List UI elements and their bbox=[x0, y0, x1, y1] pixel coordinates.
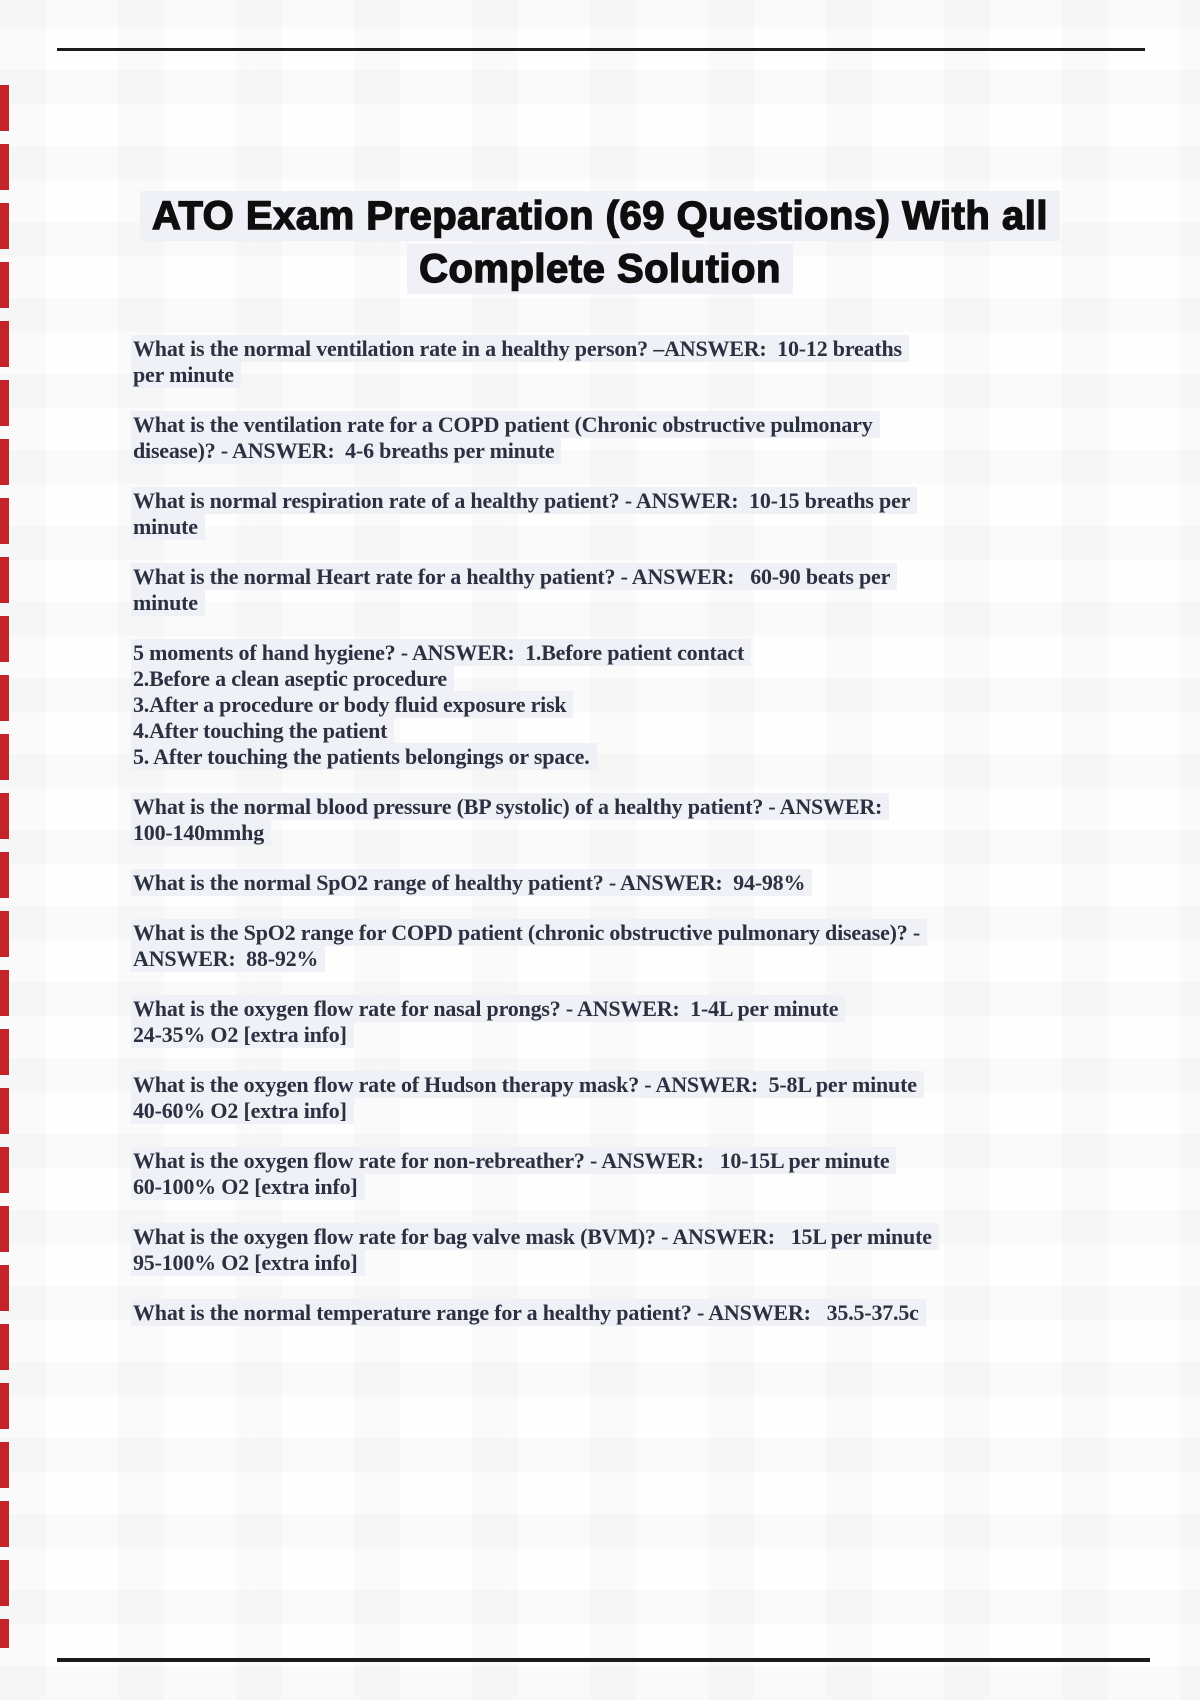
text-line-highlight: disease)? - ANSWER: 4-6 breaths per minute bbox=[131, 437, 561, 464]
qa-paragraph bbox=[133, 794, 1080, 846]
qa-paragraph bbox=[133, 920, 1080, 972]
text-line bbox=[133, 870, 1080, 896]
text-line bbox=[133, 1148, 1080, 1174]
page-title bbox=[100, 190, 1100, 296]
page-title-text: ATO Exam Preparation (69 Questions) With all Complete Solution bbox=[140, 191, 1060, 294]
text-line-highlight: What is the SpO2 range for COPD patient (chronic obstructive pulmonary disease)? - bbox=[131, 919, 927, 946]
text-line bbox=[133, 362, 1080, 388]
left-edge-red-marker bbox=[0, 85, 9, 1648]
text-line-highlight: What is the normal temperature range for a healthy patient? - ANSWER: 35.5-37.5c bbox=[131, 1299, 926, 1326]
text-line-highlight: 40-60% O2 [extra info] bbox=[131, 1097, 354, 1124]
text-line-highlight: 95-100% O2 [extra info] bbox=[131, 1249, 365, 1276]
text-line-highlight: 5 moments of hand hygiene? - ANSWER: 1.Before patient contact bbox=[131, 639, 751, 666]
text-line-highlight: per minute bbox=[131, 361, 241, 388]
qa-paragraph bbox=[133, 996, 1080, 1048]
text-line bbox=[133, 640, 1080, 666]
text-line-highlight: What is the ventilation rate for a COPD patient (Chronic obstructive pulmonary bbox=[131, 411, 880, 438]
text-line-highlight: ANSWER: 88-92% bbox=[131, 945, 325, 972]
qa-paragraph bbox=[133, 1072, 1080, 1124]
text-line bbox=[133, 1022, 1080, 1048]
qa-paragraph bbox=[133, 1148, 1080, 1200]
text-line bbox=[133, 946, 1080, 972]
text-line bbox=[133, 920, 1080, 946]
text-line-highlight: What is the oxygen flow rate for non-rebreather? - ANSWER: 10-15L per minute bbox=[131, 1147, 896, 1174]
text-line bbox=[133, 412, 1080, 438]
qa-paragraph bbox=[133, 1300, 1080, 1326]
text-line bbox=[133, 744, 1080, 770]
text-line-highlight: 100-140mmhg bbox=[131, 819, 271, 846]
text-line bbox=[133, 666, 1080, 692]
text-line-highlight: 5. After touching the patients belongings or space. bbox=[131, 743, 597, 770]
text-line-highlight: What is the oxygen flow rate of Hudson therapy mask? - ANSWER: 5-8L per minute bbox=[131, 1071, 924, 1098]
text-line-highlight: 24-35% O2 [extra info] bbox=[131, 1021, 354, 1048]
text-line-highlight: What is the oxygen flow rate for nasal prongs? - ANSWER: 1-4L per minute bbox=[131, 995, 845, 1022]
text-line-highlight: 2.Before a clean aseptic procedure bbox=[131, 665, 454, 692]
text-line bbox=[133, 1174, 1080, 1200]
qa-paragraph bbox=[133, 564, 1080, 616]
text-line bbox=[133, 1250, 1080, 1276]
text-line bbox=[133, 336, 1080, 362]
text-line bbox=[133, 820, 1080, 846]
question-answer-list bbox=[133, 336, 1080, 1350]
text-line bbox=[133, 794, 1080, 820]
text-line-highlight: What is the normal SpO2 range of healthy patient? - ANSWER: 94-98% bbox=[131, 869, 812, 896]
qa-paragraph bbox=[133, 412, 1080, 464]
bottom-horizontal-rule bbox=[57, 1658, 1150, 1662]
text-line bbox=[133, 590, 1080, 616]
text-line bbox=[133, 564, 1080, 590]
qa-paragraph bbox=[133, 870, 1080, 896]
text-line bbox=[133, 718, 1080, 744]
text-line-highlight: What is the normal blood pressure (BP systolic) of a healthy patient? - ANSWER: bbox=[131, 793, 889, 820]
text-line-highlight: 60-100% O2 [extra info] bbox=[131, 1173, 365, 1200]
text-line bbox=[133, 1224, 1080, 1250]
text-line-highlight: What is the oxygen flow rate for bag valve mask (BVM)? - ANSWER: 15L per minute bbox=[131, 1223, 939, 1250]
text-line bbox=[133, 488, 1080, 514]
top-horizontal-rule bbox=[57, 48, 1145, 51]
text-line-highlight: What is the normal Heart rate for a healthy patient? - ANSWER: 60-90 beats per bbox=[131, 563, 897, 590]
text-line-highlight: minute bbox=[131, 589, 205, 616]
text-line-highlight: What is normal respiration rate of a healthy patient? - ANSWER: 10-15 breaths per bbox=[131, 487, 917, 514]
text-line bbox=[133, 996, 1080, 1022]
qa-paragraph bbox=[133, 640, 1080, 770]
text-line bbox=[133, 438, 1080, 464]
text-line bbox=[133, 1098, 1080, 1124]
text-line-highlight: 3.After a procedure or body fluid exposure risk bbox=[131, 691, 573, 718]
text-line-highlight: 4.After touching the patient bbox=[131, 717, 394, 744]
text-line bbox=[133, 1300, 1080, 1326]
qa-paragraph bbox=[133, 1224, 1080, 1276]
text-line bbox=[133, 514, 1080, 540]
text-line bbox=[133, 692, 1080, 718]
qa-paragraph bbox=[133, 488, 1080, 540]
qa-paragraph bbox=[133, 336, 1080, 388]
text-line-highlight: What is the normal ventilation rate in a healthy person? –ANSWER: 10-12 breaths bbox=[131, 335, 909, 362]
text-line-highlight: minute bbox=[131, 513, 205, 540]
text-line bbox=[133, 1072, 1080, 1098]
